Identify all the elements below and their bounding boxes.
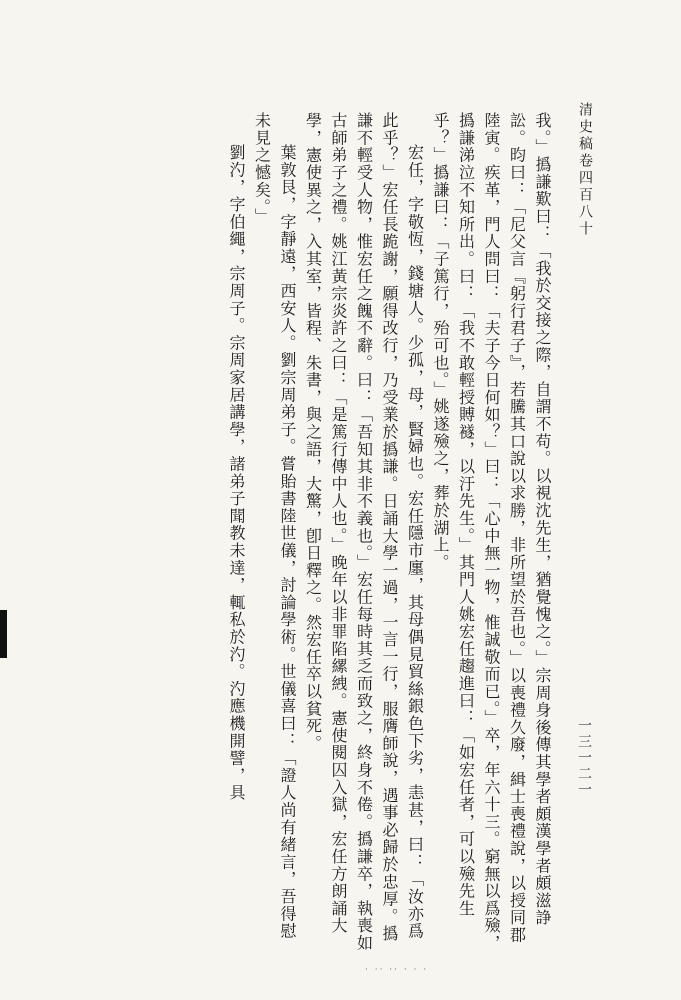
paragraph-ye-dungen: 葉敦艮，字靜遠，西安人。劉宗周弟子。嘗貽書陸世儀，討論學術。世儀喜曰：「證人尚有緒言，吾得慰未見之憾矣。」 xyxy=(252,112,297,940)
continuation-prefix: 我。」撝謙歎曰：「我於交接之際，自謂不苟。以視沈先生，猶覺愧之。」宗周身後傳其學者頗 xyxy=(533,112,552,823)
scan-dots: · ·· ·· · · · xyxy=(365,965,429,975)
scan-edge-mark xyxy=(0,610,7,658)
paragraph-continuation xyxy=(428,112,556,952)
paragraph-1: 漢學者頗滋諍訟。昀曰：「尼父言『躬行君子』，若騰其口說以求勝，非所望於吾也。」以喪禮久廢，緝士喪禮說，以授同郡陸寅。疾革，門人問曰：「夫子今日何如？」曰：「心中無一物，惟誠敬而已。」卒，年六十三。窮無以爲殮，撝謙涕泣不知所出。曰：「我不敢輕授賻襚，以汙先生。」其門人姚宏任趨進曰：「如宏任者，可以殮先生乎？」撝謙曰：「子篤行，殆可也。」姚遂殮之，葬於湖上。 xyxy=(431,112,552,952)
paragraph-liu-zhuo: 劉汋，字伯繩，宗周子。宗周家居講學，諸弟子聞教未達，輒私於汋。汋應機開譬，具 xyxy=(227,144,246,802)
page-number: 一三一二一 xyxy=(576,718,592,798)
paragraph-yao-hongren: 宏任，字敬恆，錢塘人。少孤，母，賢婦也。宏任隱市廛，其母偶見貿絲銀色下劣，恚甚，曰：「汝亦爲此乎？」宏任長跪謝，願得改行，乃受業於撝謙。日誦大學一過，一言一行，服膺師說，遇事必歸於忠厚。撝謙不輕受人物，惟宏任之餽不辭。曰：「吾知其非不義也。」宏任每時其乏而致之，終身不倦。撝謙卒，執喪如古師弟子之禮。姚江黃宗炎許之曰：「是篤行傳中人也。」晚年以非罪陷縲絏。憲使閱囚入獄，宏任方朗誦大學，憲使異之，入其室，皆程、朱書，與之語，大驚，卽日釋之。然宏任卒以貧死。 xyxy=(303,112,425,952)
vertical-body-text xyxy=(224,112,556,952)
running-header: 清史稿卷四百八十 xyxy=(577,102,593,238)
